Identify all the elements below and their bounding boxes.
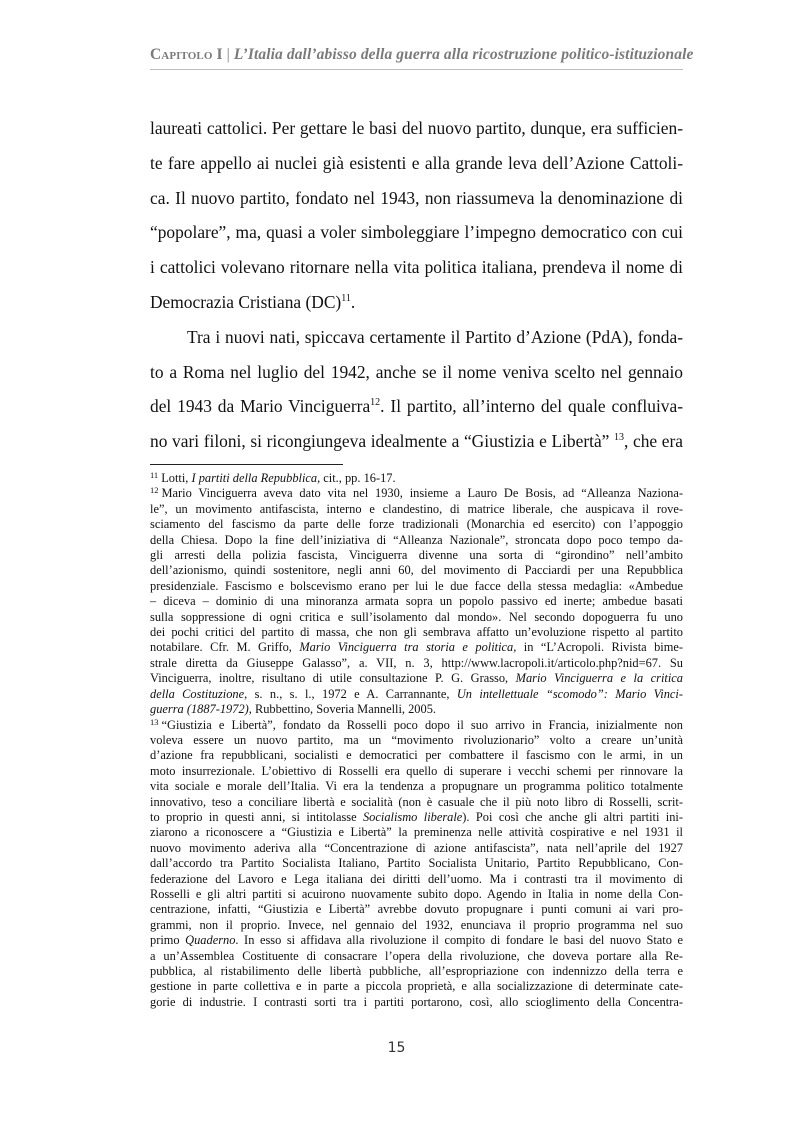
footnote-ref-12[interactable]: 12 <box>370 397 381 409</box>
text-italic: guerra (1887-1972), <box>150 702 252 717</box>
text-line <box>150 389 683 424</box>
text-run: . Il partito, all’interno del quale confluiva- <box>380 396 683 417</box>
footnote-number: 11 <box>150 470 159 480</box>
text-run: primo <box>150 933 186 948</box>
footnote-line: strale diretta da Giuseppe Galasso”, a. VII, n. 3, http://www.lacropoli.it/articolo.php?nid=67. Su <box>150 655 683 670</box>
footnote-line: vita sociale e morale dell’Italia. Vi era la tendenza a propugnare un programma politico totalmente <box>150 779 683 794</box>
text-line: te fare appello ai nuclei già esistenti e alla grande leva dell’Azione Cattoli- <box>150 152 683 173</box>
footnote-line <box>150 486 683 501</box>
footnote-line: della Chiesa. Dopo la fine dell’iniziativa di “Alleanza Nazionale”, stroncata dopo poco tempo da- <box>150 532 683 547</box>
text-italic: Mario Vinciguerra e la critica <box>515 671 683 686</box>
footnote-ref-11[interactable]: 11 <box>341 292 351 304</box>
footnote-line <box>150 640 683 655</box>
text-run: ). Poi così che anche gli altri partiti ini- <box>462 809 683 824</box>
text-line <box>150 424 683 459</box>
header-separator: | <box>226 46 230 63</box>
footnote-line: sulla soppressione di ogni critica e sull’isolamento dal mondo». Nel secondo dopoguerra fu uno <box>150 609 683 624</box>
text-line: Tra i nuovi nati, spiccava certamente il Partito d’Azione (PdA), fonda- <box>187 326 683 347</box>
footnote-line: dall’accordo tra Partito Socialista Italiano, Partito Socialista Unitario, Partito Repubblicano, Con- <box>150 856 683 871</box>
text-line <box>150 285 683 320</box>
text-italic: Socialismo liberale <box>362 809 463 824</box>
header-chapter: Capitolo I <box>150 46 223 63</box>
text-run: Rubbettino, Soveria Mannelli, 2005. <box>251 702 436 717</box>
footnote-line: sciamento del fascismo da parte delle forze tradizionali (Monarchia ed esercito) con l’appoggio <box>150 517 683 532</box>
footnote-12 <box>150 486 683 717</box>
text-run: Lotti, <box>161 471 192 485</box>
text-run: in “L’Acropoli. Rivista bime- <box>516 640 683 655</box>
footnote-line: a un’Assemblea Costituente di consacrare l’opera della rivoluzione, che doveva portare alla Re- <box>150 948 683 963</box>
footnote-line <box>150 702 683 717</box>
text-italic: Mario Vinciguerra tra storia e politica, <box>299 640 517 655</box>
footnote-line <box>150 718 683 733</box>
footnote-line: gorie di industrie. I contrasti sorti tra i partiti portarono, così, allo scioglimento della Concentra- <box>150 994 683 1009</box>
footnote-line: moto insurrezionale. L’obiettivo di Rosselli era quello di superare i vecchi schemi per rinnovare la <box>150 763 683 778</box>
text-run: cit., pp. 16-17. <box>320 471 396 485</box>
header-rule <box>150 69 683 70</box>
footnote-number: 12 <box>150 485 159 496</box>
text-line: ca. Il nuovo partito, fondato nel 1943, non riassumeva la denominazione di <box>150 187 683 208</box>
text-run: Mario Vinciguerra aveva dato vita nel 1930, insieme a Lauro De Bosis, ad “Alleanza Naziona- <box>161 486 683 501</box>
text-run: Vinciguerra, inoltre, risultano di utile consultazione P. G. Grasso, <box>150 671 516 686</box>
footnote-line <box>150 671 683 686</box>
text-run: del 1943 da Mario Vinciguerra <box>150 396 371 417</box>
footnote-line <box>150 471 683 486</box>
footnote-line: federazione del Lavoro e Lega italiana dei diritti dell’uomo. Ma i contrasti tra il movimento di <box>150 871 683 886</box>
footnote-line: dell’azionismo, quindi sostenitore, negli anni 60, del movimento di Pacciardi per una Repubblica <box>150 563 683 578</box>
text-italic: Quaderno <box>185 933 236 948</box>
text-run: . In esso si affidava alla rivoluzione il compito di fondare le basi del nuovo Stato e <box>235 933 683 948</box>
text-italic: della Costituzione, <box>150 686 248 701</box>
footnote-line: gestione in parte collettiva e in parte a piccola proprietà, e alla socializzazione di determinate cate- <box>150 979 683 994</box>
text-run: “Giustizia e Libertà”, fondato da Rosselli poco dopo il suo arrivo in Francia, inizialmente non <box>161 717 683 732</box>
footnote-line: dei pochi critici del partito di massa, che non gli sembrava affatto un’evoluzione rispetto al partito <box>150 625 683 640</box>
footnote-line: centrazione, infatti, “Giustizia e Libertà” avrebbe dovuto propugnare i punti comuni ai vari pro- <box>150 902 683 917</box>
text-run: , che era <box>624 431 684 452</box>
header-title: L’Italia dall’abisso della guerra alla ricostruzione politico-istituzionale <box>233 46 694 63</box>
footnote-line: innovativo, teso a conciliare libertà e socialità (non è casuale che il più noto libro di Rosselli, scrit- <box>150 794 683 809</box>
footnote-line: d’azione fra repubblicani, socialisti e democratici per combattere il fascismo con le armi, in un <box>150 748 683 763</box>
footnote-line: pubblica, al ristabilimento delle libertà pubbliche, all’espropriazione con indennizzo della terra e <box>150 964 683 978</box>
text-run: Democrazia Cristiana (DC) <box>150 291 342 312</box>
text-italic: I partiti della Repubblica, <box>191 471 321 485</box>
text-run: to proprio in questi anni, si intitolasse <box>150 809 363 824</box>
text-line: i cattolici volevano ritornare nella vita politica italiana, prendeva il nome di <box>150 257 683 278</box>
footnote-13 <box>150 718 683 1011</box>
footnote-line: le”, un movimento antifascista, interno e clandestino, di matrice liberale, che auspicava il rove- <box>150 501 683 516</box>
footnote-line: voleva essere un nuovo partito, ma un “movimento rivoluzionario” volto a creare un’unità <box>150 732 683 747</box>
body-text <box>150 111 683 459</box>
text-run: s. n., s. l., 1972 e A. Carrannante, <box>247 686 457 701</box>
text-line: to a Roma nel luglio del 1942, anche se il nome veniva scelto nel gennaio <box>150 361 683 382</box>
text-run: notabilare. Cfr. M. Griffo, <box>150 640 300 655</box>
footnote-rule <box>150 464 343 465</box>
text-run: . <box>350 291 356 312</box>
footnote-line: presidenziale. Fascismo e bolscevismo erano per lui le due facce della stessa medaglia: «Ambedue <box>150 578 683 593</box>
text-run: no vari filoni, si ricongiungeva idealmente a “Giustizia e Libertà” <box>150 431 615 452</box>
footnote-line: Rosselli e gli altri partiti si acuirono nuovamente subito dopo. Agendo in Italia in nome della Con- <box>150 886 683 901</box>
footnote-line: grammi, non il proprio. Invece, nel gennaio del 1932, enunciava il proprio programma nel suo <box>150 917 683 932</box>
footnote-line: ziarono a riconoscere a “Giustizia e Libertà” la preminenza nelle attività cospirative e nel 1931 il <box>150 825 683 840</box>
footnote-line: nuovo movimento aderiva alla “Concentrazione di azione antifascista”, nata nell’aprile del 1927 <box>150 840 683 855</box>
text-italic: Un intellettuale “scomodo”: Mario Vinci- <box>456 686 683 701</box>
paragraph-1 <box>150 111 683 320</box>
footnote-line <box>150 687 683 702</box>
paragraph-2 <box>150 320 683 459</box>
footnote-line: gli arresti della polizia fascista, Vinciguerra divenne una sorta di “girondino” nell’ambito <box>150 548 683 563</box>
text-line: “popolare”, ma, quasi a voler simboleggiare l’impegno democratico con cui <box>150 222 683 243</box>
footnote-line: – diceva – dominio di una minoranza armata sopra un popolo passivo ed inerte; ambedue basati <box>150 594 683 609</box>
running-header <box>150 46 694 64</box>
page-number: 15 <box>387 1040 406 1056</box>
footnote-ref-13[interactable]: 13 <box>614 432 625 444</box>
footnote-number: 13 <box>150 716 159 727</box>
text-line: laureati cattolici. Per gettare le basi del nuovo partito, dunque, era sufficien- <box>150 118 683 138</box>
footnotes <box>150 471 683 1010</box>
footnote-11 <box>150 471 683 486</box>
footnote-line <box>150 810 683 825</box>
footnote-line <box>150 933 683 948</box>
